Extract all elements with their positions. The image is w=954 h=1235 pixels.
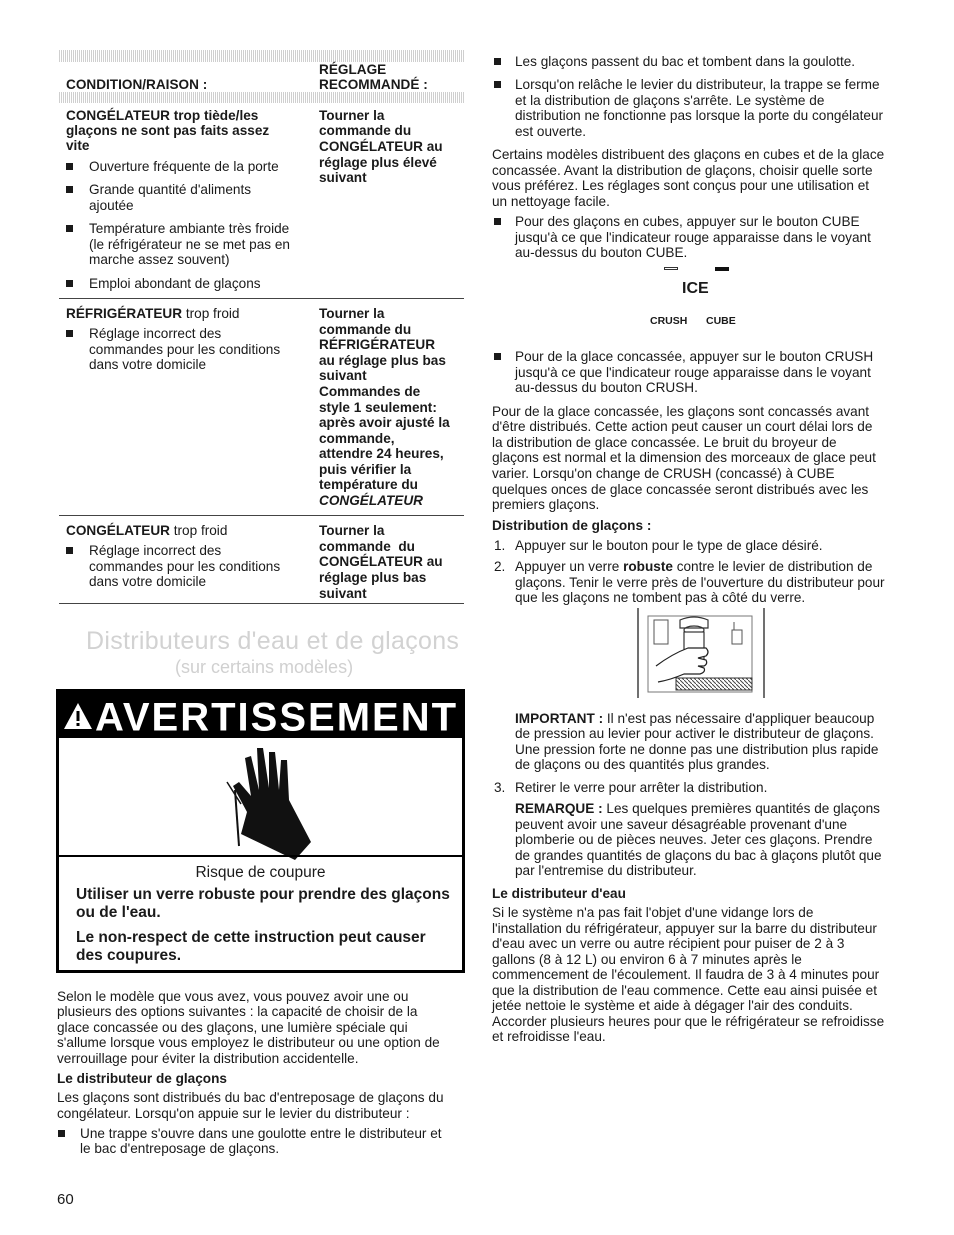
intro-line: verrouillage pour éviter la distribution accidentelle. xyxy=(57,1051,359,1066)
crush-bullet-text: Pour de la glace concassée, appuyer sur le bouton CRUSH xyxy=(515,349,874,364)
right-bullet-text: et la distribution de glaçons s'arrête. Le système de xyxy=(515,93,825,108)
row1-bullet-text: (le réfrigérateur ne se met pas en xyxy=(89,237,290,252)
right-bullet-text: Les glaçons passent du bac et tombent dans la goulotte. xyxy=(515,54,856,69)
row2-recommendation: commande du xyxy=(319,322,412,337)
water-line: commencement de l'écoulement. Il faudra de 3 à 4 minutes pour xyxy=(492,967,880,982)
water-line: jetée nettoie le système et aide à dégager l'air des conduits. xyxy=(492,998,853,1013)
cube-indicator-light xyxy=(715,267,729,271)
ice-bullet-text: le bac d'entreposage de glaçons. xyxy=(80,1141,280,1156)
bullet-marker xyxy=(494,353,501,360)
step2-bold: robuste xyxy=(623,559,673,574)
row2-recommendation: température du xyxy=(319,477,418,492)
table-header-reglage: RÉGLAGE xyxy=(319,62,387,77)
paragraph-line: vous préférez. Les réglages sont conçus pour une utilisation et xyxy=(492,178,870,193)
water-line: que la distribution de l'eau commence. Cette eau ainsi puisée et xyxy=(492,983,877,998)
table-row-divider xyxy=(59,515,464,516)
ice-intro-line: congélateur. Lorsqu'on appuie sur le levier du distributeur : xyxy=(57,1106,410,1121)
important-label: IMPORTANT : xyxy=(515,711,604,726)
warning-banner xyxy=(59,692,462,738)
table-header-hatch xyxy=(59,92,464,103)
row1-recommendation: Tourner la xyxy=(319,108,385,123)
step2-pre: Appuyer un verre xyxy=(515,559,624,574)
row1-bullet-text: Ouverture fréquente de la porte xyxy=(89,159,279,174)
water-line: l'installation du réfrigérateur, appuyer sur la barre du distributeur xyxy=(492,921,877,936)
warning-banner-text: AVERTISSEMENT xyxy=(94,695,459,740)
row2-condition xyxy=(66,306,239,322)
paragraph-line: Pour de la glace concassée, les glaçons sont concassés avant xyxy=(492,404,870,419)
warning-box xyxy=(56,689,465,973)
row1-recommendation: CONGÉLATEUR au xyxy=(319,139,443,154)
intro-line: s'allume lorsque vous employez le distributeur ou une option de xyxy=(57,1035,440,1050)
paragraph-line: un nettoyage facile. xyxy=(492,194,610,209)
bullet-marker xyxy=(66,547,73,554)
bullet-marker xyxy=(66,225,73,232)
distribution-heading: Distribution de glaçons : xyxy=(492,518,652,533)
important-first-line: Il n'est pas nécessaire d'appliquer beaucoup xyxy=(603,711,875,726)
warning-line: Utiliser un verre robuste pour prendre des glaçons xyxy=(76,886,450,903)
warning-line: des coupures. xyxy=(76,947,182,964)
row1-bullet-text: Température ambiante très froide xyxy=(89,221,290,236)
paragraph-line: d'être distribués. Cette action peut causer un court délai lors de xyxy=(492,419,873,434)
paragraph-line: quelques onces de glace concassée seront distribués avec les xyxy=(492,482,869,497)
warning-triangle-icon xyxy=(63,694,93,740)
water-line: et refroidisse l'eau. xyxy=(492,1029,606,1044)
row2-recommendation: puis vérifier la xyxy=(319,462,412,477)
paragraph-line: glaçons est normal et la dimension des morceaux de glace peut xyxy=(492,450,876,465)
intro-line: Selon le modèle que vous avez, vous pouvez avoir une ou xyxy=(57,989,409,1004)
row1-condition-line: vite xyxy=(66,138,90,153)
important-line: de glaçons ou des quantités plus grandes. xyxy=(515,757,770,772)
table-header-condition: CONDITION/RAISON : xyxy=(66,77,208,92)
bullet-marker xyxy=(494,81,501,88)
dispenser-illustration xyxy=(636,608,768,700)
row2-bullet-text: Réglage incorrect des xyxy=(89,326,222,341)
important-line: Une pression forte ne donne pas une distribution plus rapide xyxy=(515,742,879,757)
cube-bullet-text: jusqu'à ce que l'indicateur rouge apparaisse dans le voyant xyxy=(515,230,871,245)
right-bullet-text: Lorsqu'on relâche le levier du distributeur, la trappe se ferme xyxy=(515,77,880,92)
step-text xyxy=(515,559,872,575)
warning-inner-rule xyxy=(56,855,465,857)
bullet-marker xyxy=(66,163,73,170)
row1-condition-line: CONGÉLATEUR trop tiède/les xyxy=(66,108,259,123)
step-text: que les glaçons ne tombent pas à côté du verre. xyxy=(515,590,806,605)
important-line: de pression au levier pour activer le distributeur de glaçons. xyxy=(515,726,874,741)
table-row-divider xyxy=(59,298,464,299)
ice-panel-label: ICE xyxy=(682,280,709,297)
remarque-line: plomberie ou de pièces neuves. Jeter ces glaçons. Prendre xyxy=(515,832,873,847)
row2-recommendation: suivant xyxy=(319,368,367,383)
row3-condition-bold: CONGÉLATEUR xyxy=(66,523,170,538)
remarque-line: peuvent avoir une saveur désagréable provenant d'une xyxy=(515,817,848,832)
row3-condition xyxy=(66,523,227,539)
cut-hand-icon xyxy=(177,742,337,862)
row2-condition-bold: RÉFRIGÉRATEUR xyxy=(66,306,183,321)
paragraph-line: premiers glaçons. xyxy=(492,497,600,512)
step-number: 2. xyxy=(494,559,506,574)
ice-dispenser-heading: Le distributeur de glaçons xyxy=(57,1071,227,1086)
water-dispenser-heading: Le distributeur d'eau xyxy=(492,886,626,901)
row3-condition-rest: trop froid xyxy=(169,523,228,538)
row3-recommendation: réglage plus bas xyxy=(319,570,427,585)
step-text: Appuyer sur le bouton pour le type de glace désiré. xyxy=(515,538,823,553)
bullet-marker xyxy=(66,330,73,337)
row2-recommendation: commande, xyxy=(319,431,395,446)
row2-bullet-text: commandes pour les conditions xyxy=(89,342,281,357)
row3-bullet-text: Réglage incorrect des xyxy=(89,543,222,558)
row2-recommendation: RÉFRIGÉRATEUR xyxy=(319,337,436,352)
row2-recommendation: style 1 seulement: xyxy=(319,400,437,415)
ice-bullet-text: Une trappe s'ouvre dans une goulotte entre le distributeur et xyxy=(80,1126,442,1141)
row2-condition-rest: trop froid xyxy=(182,306,240,321)
right-bullet-text: est ouverte. xyxy=(515,124,587,139)
important-note xyxy=(515,711,874,727)
remarque-first-line: Les quelques premières quantités de glaçons xyxy=(602,801,880,816)
intro-line: glace concassée ou des glaçons, une lumière spéciale qui xyxy=(57,1020,408,1035)
row2-recommendation: attendre 24 heures, xyxy=(319,446,444,461)
row1-recommendation: commande du xyxy=(319,123,412,138)
step-text: glaçons. Tenir le verre près de l'ouverture du distributeur pour xyxy=(515,575,885,590)
row1-condition-line: glaçons ne sont pas faits assez xyxy=(66,123,270,138)
remarque-label: REMARQUE : xyxy=(515,801,603,816)
right-bullet-text: distribution ne fonctionne pas lorsque la porte du congélateur xyxy=(515,108,884,123)
bullet-marker xyxy=(58,1130,65,1137)
row2-recommendation: au réglage plus bas xyxy=(319,353,446,368)
bullet-marker xyxy=(494,58,501,65)
step-number: 1. xyxy=(494,538,506,553)
cube-bullet-text: Pour des glaçons en cubes, appuyer sur le bouton CUBE xyxy=(515,214,860,229)
bullet-marker xyxy=(66,280,73,287)
step-text: Retirer le verre pour arrêter la distribution. xyxy=(515,780,768,795)
row1-bullet-text: marche assez souvent) xyxy=(89,252,230,267)
cube-bullet-text: au-dessus du bouton CUBE. xyxy=(515,245,688,260)
row2-bullet-text: dans votre domicile xyxy=(89,357,207,372)
warning-line: Le non-respect de cette instruction peut causer xyxy=(76,929,426,946)
bullet-marker xyxy=(494,218,501,225)
remarque-line: par l'entremise du distributeur. xyxy=(515,863,697,878)
paragraph-line: la distribution de glace concassée. Le bruit du broyeur de xyxy=(492,435,837,450)
page-number: 60 xyxy=(57,1191,74,1208)
cube-button[interactable]: CUBE xyxy=(706,315,736,327)
warning-line: ou de l'eau. xyxy=(76,904,161,921)
row3-recommendation: suivant xyxy=(319,586,367,601)
row1-bullet-text: Emploi abondant de glaçons xyxy=(89,276,261,291)
row1-recommendation: réglage plus élevé xyxy=(319,155,437,170)
crush-bullet-text: jusqu'à ce que l'indicateur rouge apparaisse dans le voyant xyxy=(515,365,871,380)
remarque-note xyxy=(515,801,880,817)
row3-recommendation: commande du xyxy=(319,539,415,554)
paragraph-line: concassée. Avant la distribution de glaçons, choisir quelle sorte xyxy=(492,163,873,178)
table-header-recommande: RECOMMANDÉ : xyxy=(319,77,428,92)
paragraph-line: varier. Lorsqu'on change de CRUSH (concassé) à CUBE xyxy=(492,466,835,481)
remarque-line: de grandes quantités de glaçons du bac à glaçons plutôt que xyxy=(515,848,882,863)
row2-recommendation: Tourner la xyxy=(319,306,385,321)
crush-button[interactable]: CRUSH xyxy=(650,315,688,327)
step2-post: contre le levier de distribution de xyxy=(672,559,873,574)
table-top-hatch xyxy=(59,50,464,62)
warning-hazard: Risque de coupure xyxy=(195,864,326,881)
row2-recommendation-italic: CONGÉLATEUR xyxy=(319,493,423,508)
water-line: d'eau avec un verre ou autre récipient pour puiser de 2 à 3 xyxy=(492,936,845,951)
intro-line: plusieurs des options suivantes : la capacité de choisir de la xyxy=(57,1004,418,1019)
step-number: 3. xyxy=(494,780,506,795)
section-subtitle: (sur certains modèles) xyxy=(175,657,354,677)
row1-bullet-text: ajoutée xyxy=(89,198,134,213)
row2-recommendation: Commandes de xyxy=(319,384,421,399)
paragraph-line: Certains modèles distribuent des glaçons en cubes et de la glace xyxy=(492,147,885,162)
row1-bullet-text: Grande quantité d'aliments xyxy=(89,182,252,197)
crush-indicator-light xyxy=(664,267,678,270)
water-line: Accorder plusieurs heures pour que le réfrigérateur se refroidisse xyxy=(492,1014,885,1029)
table-bottom-rule xyxy=(59,603,464,604)
section-title: Distributeurs d'eau et de glaçons xyxy=(86,627,460,655)
row1-recommendation: suivant xyxy=(319,170,367,185)
water-line: gallons (8 à 12 L) ou environ 6 à 7 minutes après le xyxy=(492,952,802,967)
row3-recommendation: Tourner la xyxy=(319,523,385,538)
row3-recommendation: CONGÉLATEUR au xyxy=(319,554,443,569)
ice-intro-line: Les glaçons sont distribués du bac d'entreposage de glaçons du xyxy=(57,1090,444,1105)
row2-recommendation: après avoir ajusté la xyxy=(319,415,450,430)
water-line: Si le système n'a pas fait l'objet d'une vidange lors de xyxy=(492,905,814,920)
crush-bullet-text: au-dessus du bouton CRUSH. xyxy=(515,380,698,395)
row3-bullet-text: commandes pour les conditions xyxy=(89,559,281,574)
bullet-marker xyxy=(66,186,73,193)
row3-bullet-text: dans votre domicile xyxy=(89,574,207,589)
